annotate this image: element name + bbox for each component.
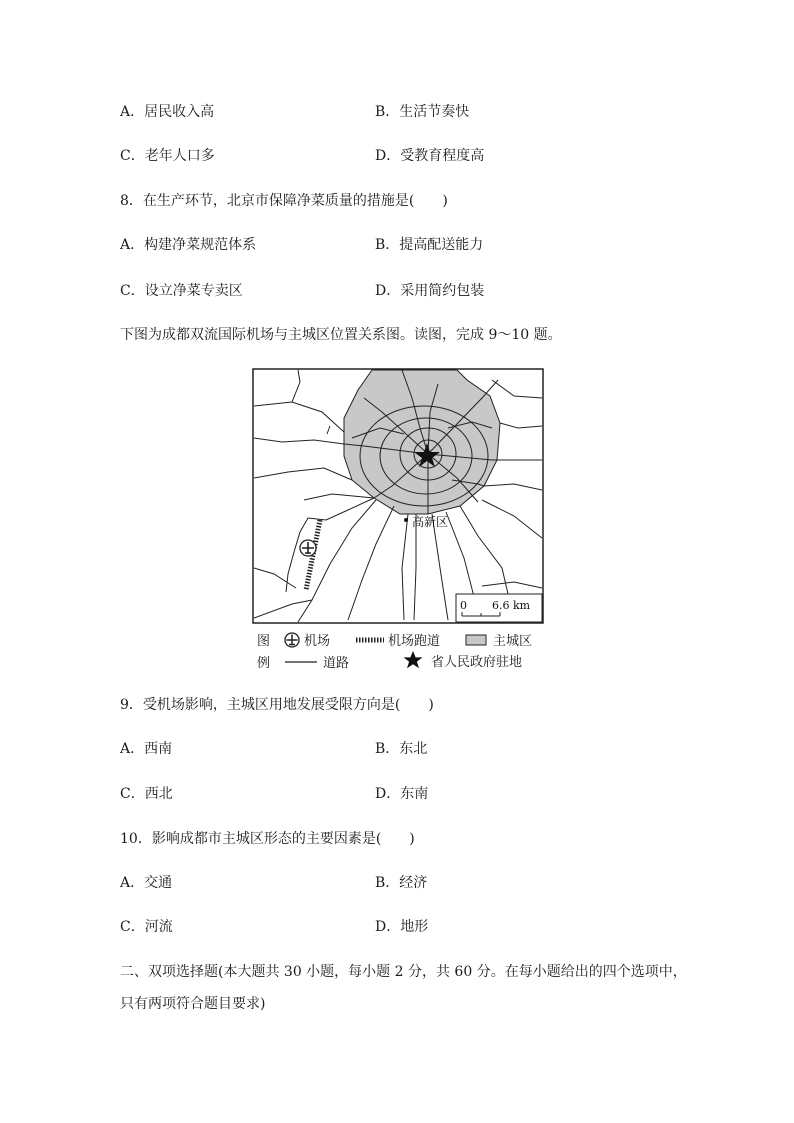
gaoxin-label: 高新区: [412, 515, 449, 529]
map-legend: [257, 628, 557, 672]
legend-road-icon: [285, 659, 317, 665]
legend-city-label: 主城区: [493, 634, 533, 649]
legend-star-icon: [403, 650, 423, 670]
gaoxin-dot: [404, 518, 408, 522]
legend-airport-icon: [283, 631, 301, 649]
q8-option-a: A．构建净菜规范体系: [120, 237, 257, 253]
legend-road: [285, 652, 349, 671]
legend-runway-label: 机场跑道: [388, 634, 441, 649]
legend-airport-label: 机场: [304, 634, 331, 649]
legend-road-label: 道路: [323, 656, 350, 671]
q8-stem: 8．在生产环节，北京市保障净菜质量的措施是( ): [120, 193, 448, 209]
q9-stem: 9．受机场影响，主城区用地发展受限方向是( ): [120, 697, 434, 713]
q8-option-c: C．设立净菜专卖区: [120, 283, 243, 299]
legend-title-bottom: 例: [257, 656, 271, 671]
q7-option-d: D．受教育程度高: [375, 148, 485, 164]
q7-option-b: B．生活节奏快: [375, 104, 470, 120]
q9-option-b: B．东北: [375, 741, 428, 757]
legend-airport: [283, 630, 330, 649]
map-intro: 下图为成都双流国际机场与主城区位置关系图。读图，完成 9～10 题。: [120, 327, 562, 343]
chengdu-map: [252, 368, 544, 624]
legend-city-icon: [465, 634, 487, 646]
q8-option-b: B．提高配送能力: [375, 237, 484, 253]
legend-gov: [403, 650, 522, 670]
q9-option-c: C．西北: [120, 786, 173, 802]
legend-city: [465, 630, 532, 649]
q10-option-c: C．河流: [120, 919, 173, 935]
q9-option-d: D．东南: [375, 786, 429, 802]
legend-runway-icon: [355, 635, 385, 645]
section2-line2: 只有两项符合题目要求): [120, 996, 266, 1012]
q7-option-c: C．老年人口多: [120, 148, 215, 164]
q10-option-b: B．经济: [375, 875, 428, 891]
q10-option-a: A．交通: [120, 875, 173, 891]
q7-option-a: A．居民收入高: [120, 104, 215, 120]
scale-zero: 0: [460, 599, 467, 612]
legend-runway: [355, 630, 440, 649]
section2-line1: 二、双项选择题(本大题共 30 小题，每小题 2 分，共 60 分。在每小题给出的四个选项中，: [120, 964, 687, 980]
legend-title-top: 图: [257, 634, 271, 649]
airport-icon: [300, 540, 316, 556]
legend-gov-label: 省人民政府驻地: [431, 654, 523, 670]
scale-value: 6.6 km: [492, 599, 531, 612]
q8-option-d: D．采用简约包装: [375, 283, 485, 299]
main-city-area: [344, 370, 500, 514]
q10-option-d: D．地形: [375, 919, 429, 935]
q9-option-a: A．西南: [120, 741, 173, 757]
q10-stem: 10．影响成都市主城区形态的主要因素是( ): [120, 831, 415, 847]
